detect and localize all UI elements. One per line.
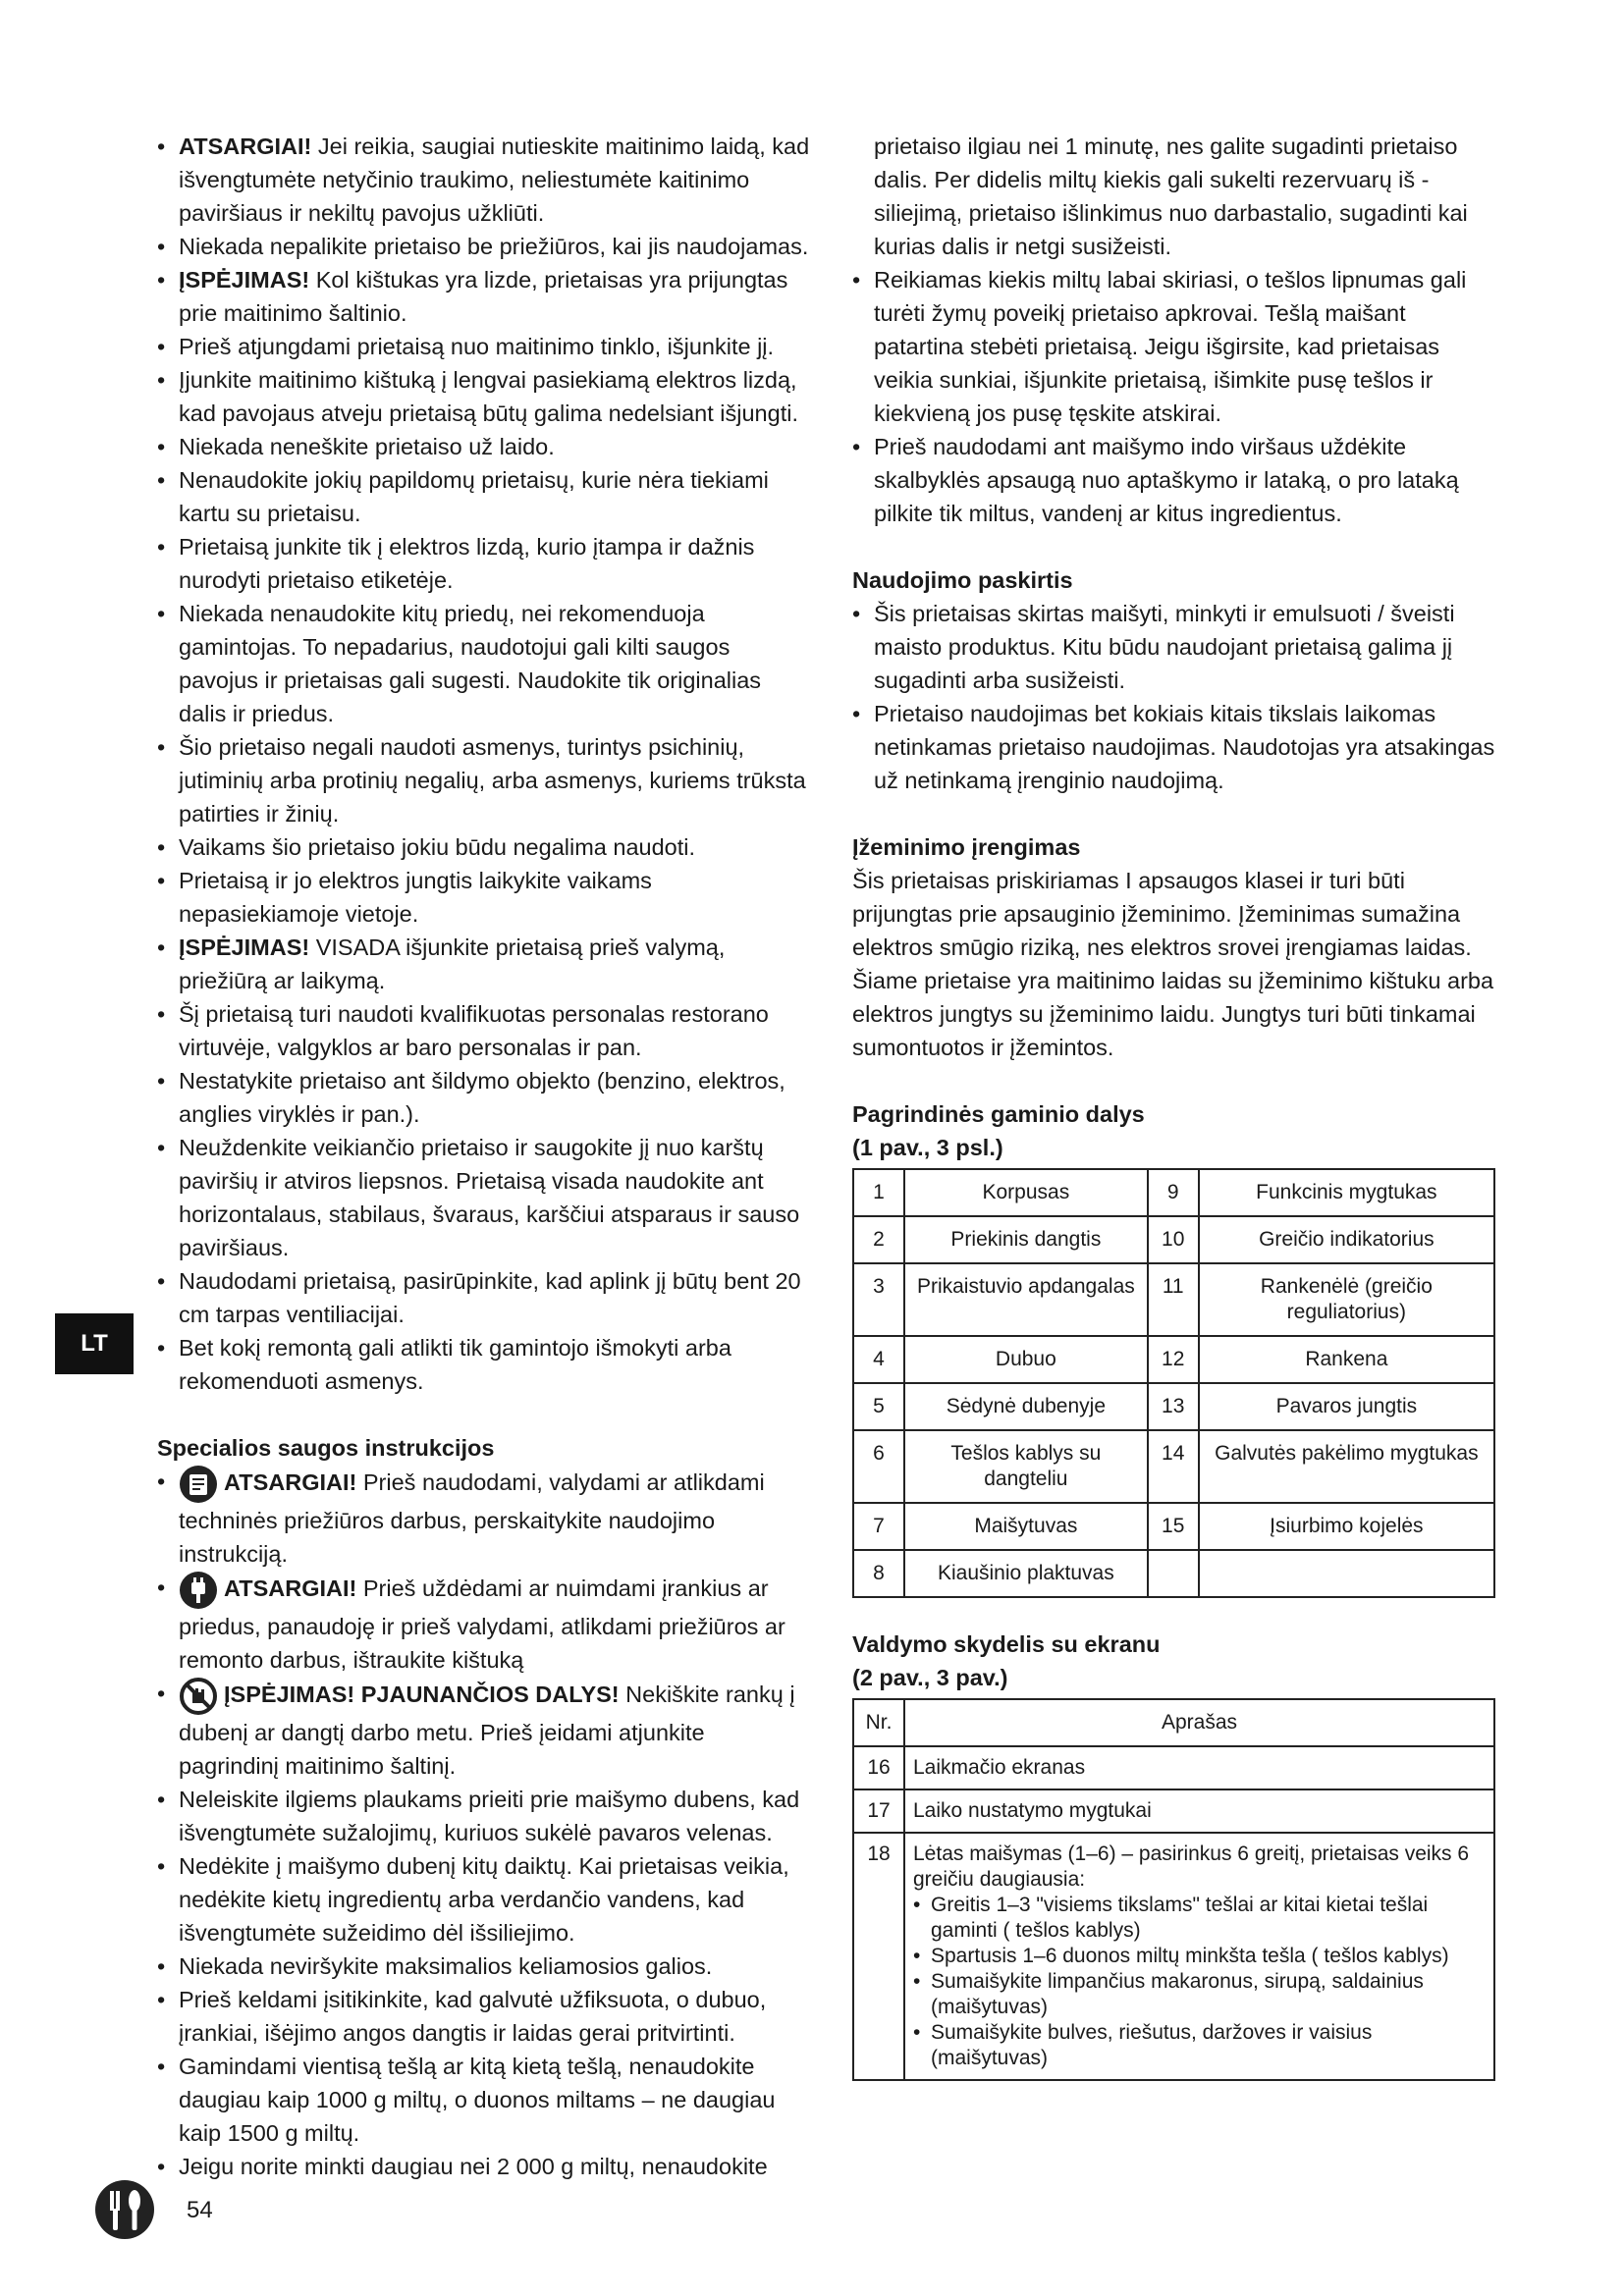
list-item: • Neuždenkite veikiančio prietaiso ir saugokite jį nuo karštų paviršių ir atviros liepsnos. Prietaisą visada naudokite ant horizontalaus, stabilaus, švaraus, karščiui atsparaus ir sauso paviršiaus. [157, 1131, 810, 1264]
special-safety-list [157, 1465, 810, 2183]
no-hands-icon [179, 1677, 218, 1716]
column-header-description: Aprašas [904, 1699, 1494, 1746]
table-row: 8 Kiaušinio plaktuvas [853, 1550, 1494, 1597]
list-item: • Niekada nenaudokite kitų priedų, nei rekomenduoja gamintojas. To nepadarius, naudotojui gali kilti saugos pavojus ir prietaisas gali sugesti. Naudokite tik originalias dalis ir priedus. [157, 597, 810, 730]
language-tab: LT [55, 1313, 134, 1374]
list-item: • Šį prietaisą turi naudoti kvalifikuotas personalas restorano virtuvėje, valgyklos ar baro personalas ir pan. [157, 997, 810, 1064]
right-column [852, 130, 1495, 2081]
list-item: • Šis prietaisas skirtas maišyti, minkyti ir emulsuoti / šveisti maisto produktus. Kitu būdu naudojant prietaisą galima jį sugadinti arba susižeisti. [852, 597, 1495, 697]
column-header-nr: Nr. [853, 1699, 904, 1746]
table-row: 5 Sėdynė dubenyje 13 Pavaros jungtis [853, 1383, 1494, 1430]
list-item: • Niekada neneškite prietaiso už laido. [157, 430, 810, 463]
list-item: • Naudodami prietaisą, pasirūpinkite, kad aplink jį būtų bent 20 cm tarpas ventiliacijai. [157, 1264, 810, 1331]
list-item: • Nestatykite prietaiso ant šildymo objekto (benzino, elektros, anglies viryklės ir pan.). [157, 1064, 810, 1131]
list-item: • ATSARGIAI! Prieš uždėdami ar nuimdami įrankius ar priedus, panaudoję ir prieš valydami, atlikdami priežiūros ar remonto darbus, ištraukite kištuką [157, 1571, 810, 1677]
list-item: • Vaikams šio prietaiso jokiu būdu negalima naudoti. [157, 830, 810, 864]
list-item: • Prieš naudodami ant maišymo indo viršaus uždėkite skalbyklės apsaugą nuo aptaškymo ir lataką, o pro lataką pilkite tik miltus, vandenį ar kitus ingredientus. [852, 430, 1495, 530]
list-item: • Prieš keldami įsitikinkite, kad galvutė užfiksuota, o dubuo, įrankiai, išėjimo angos dangtis ir laidas gerai pritvirtinti. [157, 1983, 810, 2050]
list-item: • Sumaišykite limpančius makaronus, sirupą, saldainius (maišytuvas) [913, 1969, 1486, 2020]
list-item: • Nenaudokite jokių papildomų prietaisų, kurie nėra tiekiami kartu su prietaisu. [157, 463, 810, 530]
list-item: • ĮSPĖJIMAS! VISADA išjunkite prietaisą prieš valymą, priežiūrą ar laikymą. [157, 931, 810, 997]
continuation-text: prietaiso ilgiau nei 1 minutę, nes galite sugadinti prietaiso dalis. Per didelis miltų kiekis gali sukelti rezervuarų iš - siliejimą, prietaiso išlinkimus nuo darbastalio, sugadinti kai kurias dalis ir netgi susižeisti. [874, 133, 1468, 259]
list-item: • Niekada neviršykite maksimalios keliamosios galios. [157, 1949, 810, 1983]
grounding-text-2: Šiame prietaise yra maitinimo laidas su įžeminimo kištuku arba elektros jungtys su įžeminimo laidu. Jungtys turi būti tinkamai sumontuotos ir įžemintos. [852, 968, 1494, 1060]
speed-list [913, 1893, 1486, 2071]
list-item: • Prietaiso naudojimas bet kokiais kitais tikslais laikomas netinkamas prietaiso naudojimas. Naudotojas yra atsakingas už netinkamą įrenginio naudojimą. [852, 697, 1495, 797]
section-subtitle-control-panel: (2 pav., 3 pav.) [852, 1665, 1008, 1690]
safety-list [157, 130, 810, 1398]
list-item: • Reikiamas kiekis miltų labai skiriasi, o tešlos lipnumas gali turėti žymų poveikį prietaiso apkrovai. Tešlą maišant patartina stebėti prietaisą. Jeigu išgirsite, kad prietaisas veikia sunkiai, išjunkite prietaisą, išimkite pusę tešlos ir kiekvieną jos pusę tęskite atskirai. [852, 263, 1495, 430]
section-title-special-safety: Specialios saugos instrukcijos [157, 1435, 495, 1461]
list-item: • Jeigu norite minkti daugiau nei 2 000 g miltų, nenaudokite [157, 2150, 810, 2183]
list-item: • Nedėkite į maišymo dubenį kitų daiktų. Kai prietaisas veikia, nedėkite kietų ingredientų arba verdančio vandens, kad išvengtumėte sužeidimo dėl išsiliejimo. [157, 1849, 810, 1949]
table-row: 18 Lėtas maišymas (1–6) – pasirinkus 6 greitį, prietaisas veiks 6 greičiu daugiausia: • Greitis 1–3 "visiems tikslams" tešlai ar kitai kietai tešlai gaminti ( tešlos kablys) • Spartusis 1–6 duonos miltų minkšta tešla ( tešlos kablys) • Sumaišykite limpančius makaronus, sirupą, saldainius (maišytuvas) • Sumaišykite bulves, riešutus, daržoves ir vaisius (maišytuvas) [853, 1833, 1494, 2080]
flour-list [852, 263, 1495, 530]
section-title-control-panel: Valdymo skydelis su ekranu [852, 1631, 1161, 1657]
list-item: • Prieš atjungdami prietaisą nuo maitinimo tinklo, išjunkite jį. [157, 330, 810, 363]
table-header-row [853, 1699, 1494, 1746]
page-number: 54 [187, 2197, 213, 2223]
list-item: • Šio prietaiso negali naudoti asmenys, turintys psichinių, jutiminių arba protinių negalių, arba asmenys, kuriems trūksta patirties ir žinių. [157, 730, 810, 830]
table-row: 1 Korpusas 9 Funkcinis mygtukas [853, 1169, 1494, 1216]
table-row: 4 Dubuo 12 Rankena [853, 1336, 1494, 1383]
list-item: • Spartusis 1–6 duonos miltų minkšta tešla ( tešlos kablys) [913, 1944, 1486, 1969]
list-item: • ĮSPĖJIMAS! PJAUNANČIOS DALYS! Nekiškite rankų į dubenį ar dangtį darbo metu. Prieš įeidami atjunkite pagrindinį maitinimo šaltinį. [157, 1677, 810, 1783]
list-item: • Neleiskite ilgiems plaukams prieiti prie maišymo dubens, kad išvengtumėte sužalojimų, kuriuos sukėlė pavaros velenas. [157, 1783, 810, 1849]
control-panel-table [852, 1698, 1495, 2081]
table-row: 17 Laiko nustatymo mygtukai [853, 1789, 1494, 1833]
table-row: 2 Priekinis dangtis 10 Greičio indikatorius [853, 1216, 1494, 1263]
list-item: • Įjunkite maitinimo kištuką į lengvai pasiekiamą elektros lizdą, kad pavojaus atveju prietaisą būtų galima nedelsiant išjungti. [157, 363, 810, 430]
list-item: • Sumaišykite bulves, riešutus, daržoves ir vaisius (maišytuvas) [913, 2020, 1486, 2071]
section-subtitle-parts: (1 pav., 3 psl.) [852, 1135, 1003, 1160]
section-title-use: Naudojimo paskirtis [852, 567, 1073, 593]
section-title-parts: Pagrindinės gaminio dalys [852, 1101, 1145, 1127]
manual-icon [179, 1465, 218, 1504]
grounding-text-1: Šis prietaisas priskiriamas I apsaugos klasei ir turi būti prijungtas prie apsauginio įžeminimo. Įžeminimas sumažina elektros smūgio riziką, nes elektros srovei įrengiamas laidas. [852, 868, 1472, 960]
left-column [157, 130, 810, 2183]
list-item: • Greitis 1–3 "visiems tikslams" tešlai ar kitai kietai tešlai gaminti ( tešlos kablys) [913, 1893, 1486, 1944]
list-item: • Prietaisą ir jo elektros jungtis laikykite vaikams nepasiekiamoje vietoje. [157, 864, 810, 931]
list-item: • Gamindami vientisą tešlą ar kitą kietą tešlą, nenaudokite daugiau kaip 1000 g miltų, o duonos miltams – ne daugiau kaip 1500 g miltų. [157, 2050, 810, 2150]
table-row: 6 Tešlos kablys su dangteliu 14 Galvutės pakėlimo mygtukas [853, 1430, 1494, 1503]
table-row: 3 Prikaistuvio apdangalas 11 Rankenėlė (greičio reguliatorius) [853, 1263, 1494, 1336]
list-item: • ATSARGIAI! Prieš naudodami, valydami ar atlikdami techninės priežiūros darbus, perskaitykite naudojimo instrukciją. [157, 1465, 810, 1571]
cutlery-logo-icon [94, 2179, 155, 2240]
parts-table [852, 1168, 1495, 1598]
table-row: 16 Laikmačio ekranas [853, 1746, 1494, 1789]
list-item: • ĮSPĖJIMAS! Kol kištukas yra lizde, prietaisas yra prijungtas prie maitinimo šaltinio. [157, 263, 810, 330]
use-list [852, 597, 1495, 797]
table-row: 7 Maišytuvas 15 Įsiurbimo kojelės [853, 1503, 1494, 1550]
section-title-grounding: Įžeminimo įrengimas [852, 834, 1081, 860]
list-item: • ATSARGIAI! Jei reikia, saugiai nutieskite maitinimo laidą, kad išvengtumėte netyčinio traukimo, neliestumėte kaitinimo paviršiaus ir nekiltų pavojus užkliūti. [157, 130, 810, 230]
unplug-icon [179, 1571, 218, 1610]
list-item: • Niekada nepalikite prietaiso be priežiūros, kai jis naudojamas. [157, 230, 810, 263]
list-item: • Bet kokį remontą gali atlikti tik gamintojo išmokyti arba rekomenduoti asmenys. [157, 1331, 810, 1398]
list-item: • Prietaisą junkite tik į elektros lizdą, kurio įtampa ir dažnis nurodyti prietaiso etiketėje. [157, 530, 810, 597]
